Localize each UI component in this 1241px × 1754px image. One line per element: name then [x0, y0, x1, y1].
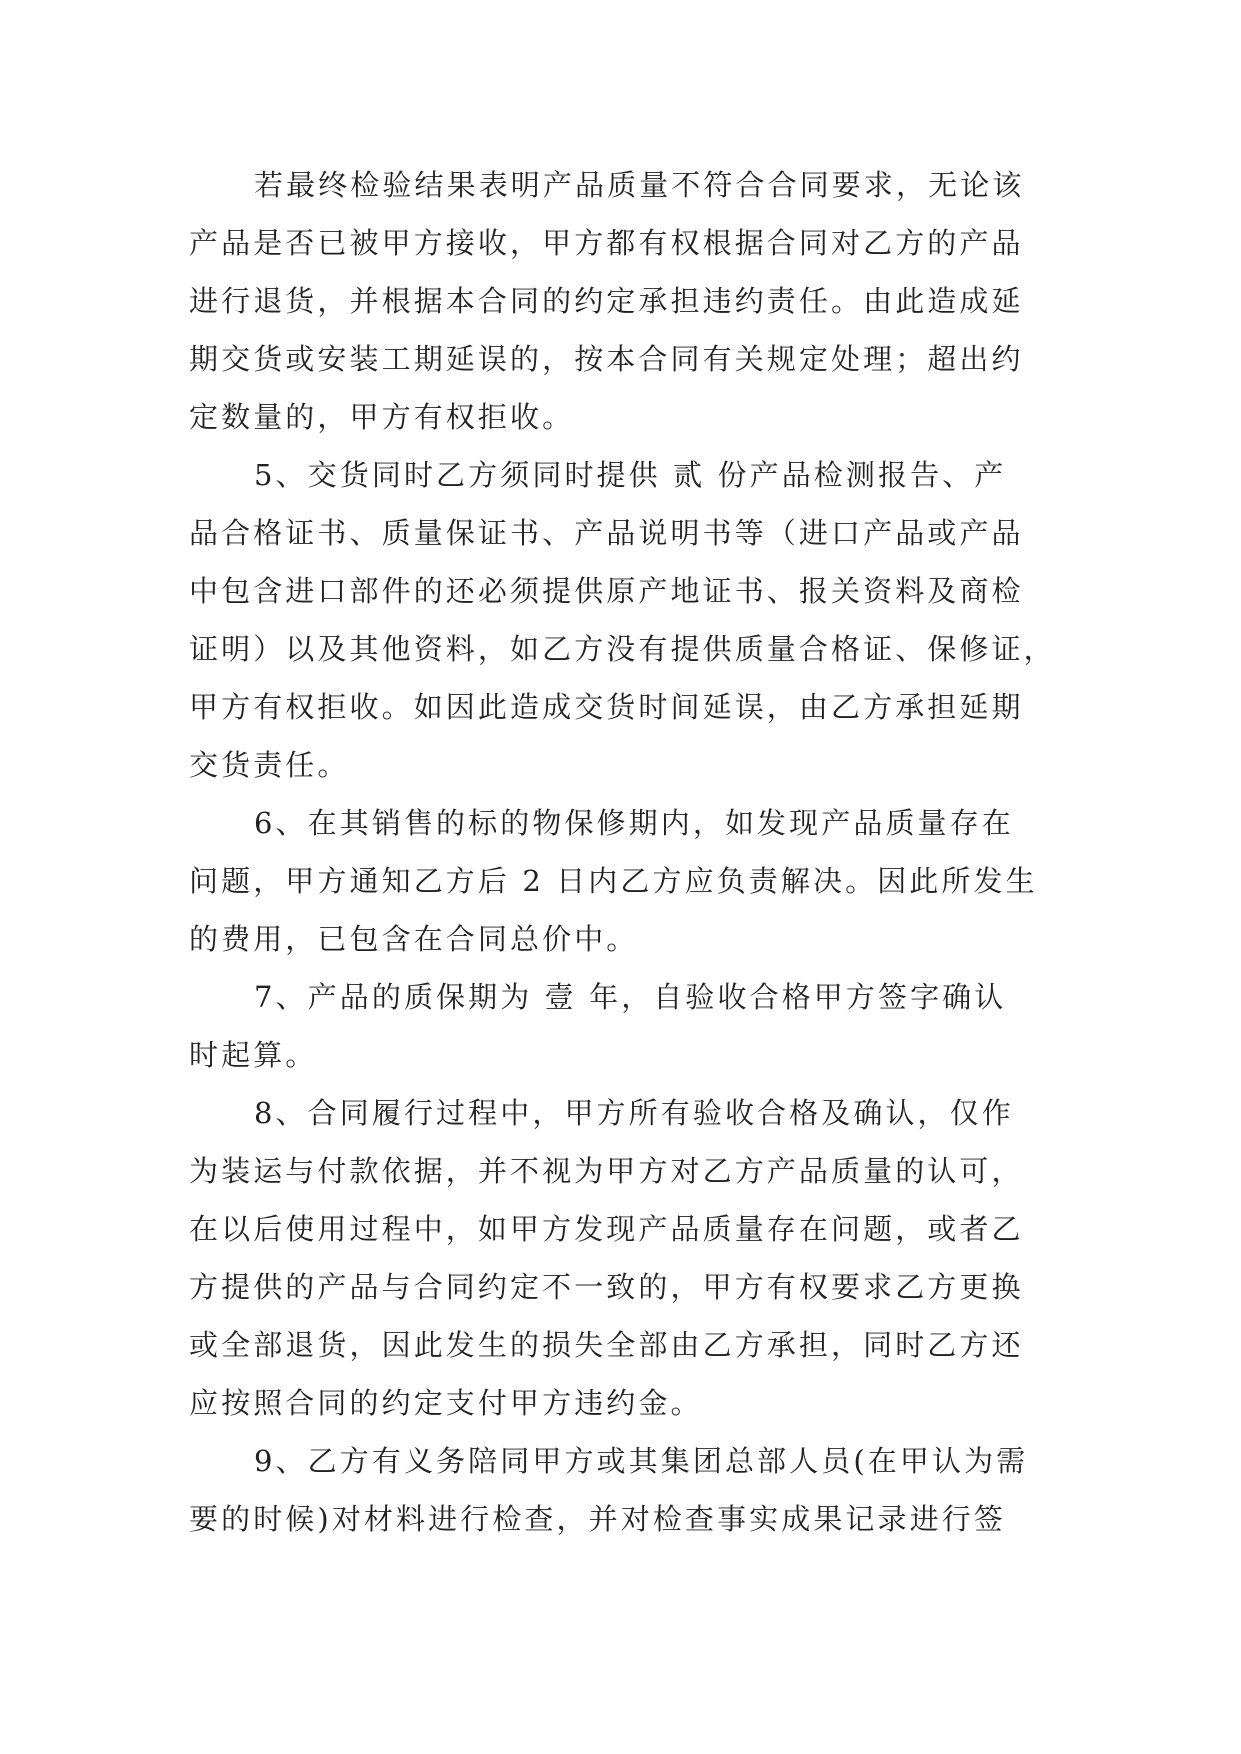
text-line: 应按照合同的约定支付甲方违约金。	[189, 1386, 703, 1420]
text-line: 证明）以及其他资料，如乙方没有提供质量合格证、保修证，	[189, 632, 1056, 666]
text-line: 若最终检验结果表明产品质量不符合合同要求，无论该	[254, 168, 1025, 202]
text-line: 时起算。	[189, 1038, 318, 1072]
text-line: 产品是否已被甲方接收，甲方都有权根据合同对乙方的产品	[189, 226, 1024, 260]
text-line: 中包含进口部件的还必须提供原产地证书、报关资料及商检	[189, 574, 1024, 608]
text-line: 或全部退货，因此发生的损失全部由乙方承担，同时乙方还	[189, 1328, 1024, 1362]
text-line: 品合格证书、质量保证书、产品说明书等（进口产品或产品	[189, 516, 1024, 550]
clause-8-line: 8、合同履行过程中，甲方所有验收合格及确认，仅作	[254, 1096, 1014, 1130]
text-line: 为装运与付款依据，并不视为甲方对乙方产品质量的认可，	[189, 1154, 1024, 1188]
text-line: 在以后使用过程中，如甲方发现产品质量存在问题，或者乙	[189, 1212, 1024, 1246]
text-line: 交货责任。	[189, 748, 350, 782]
clause-5-line: 5、交货同时乙方须同时提供 贰 份产品检测报告、产	[254, 458, 1007, 492]
text-line: 问题，甲方通知乙方后 2 日内乙方应负责解决。因此所发生	[189, 864, 1038, 898]
text-line: 的费用，已包含在合同总价中。	[189, 922, 639, 956]
text-line: 甲方有权拒收。如因此造成交货时间延误，由乙方承担延期	[189, 690, 1024, 724]
clause-7-line: 7、产品的质保期为 壹 年，自验收合格甲方签字确认	[254, 980, 1007, 1014]
text-line: 方提供的产品与合同约定不一致的，甲方有权要求乙方更换	[189, 1270, 1024, 1304]
text-line: 期交货或安装工期延误的，按本合同有关规定处理；超出约	[189, 342, 1024, 376]
text-line: 定数量的，甲方有权拒收。	[189, 400, 575, 434]
clause-6-line: 6、在其销售的标的物保修期内，如发现产品质量存在	[254, 806, 1014, 840]
text-line: 进行退货，并根据本合同的约定承担违约责任。由此造成延	[189, 284, 1024, 318]
clause-9-line: 9、乙方有义务陪同甲方或其集团总部人员(在甲认为需	[254, 1444, 1029, 1478]
text-line: 要的时候)对材料进行检查，并对检查事实成果记录进行签	[189, 1502, 1006, 1536]
